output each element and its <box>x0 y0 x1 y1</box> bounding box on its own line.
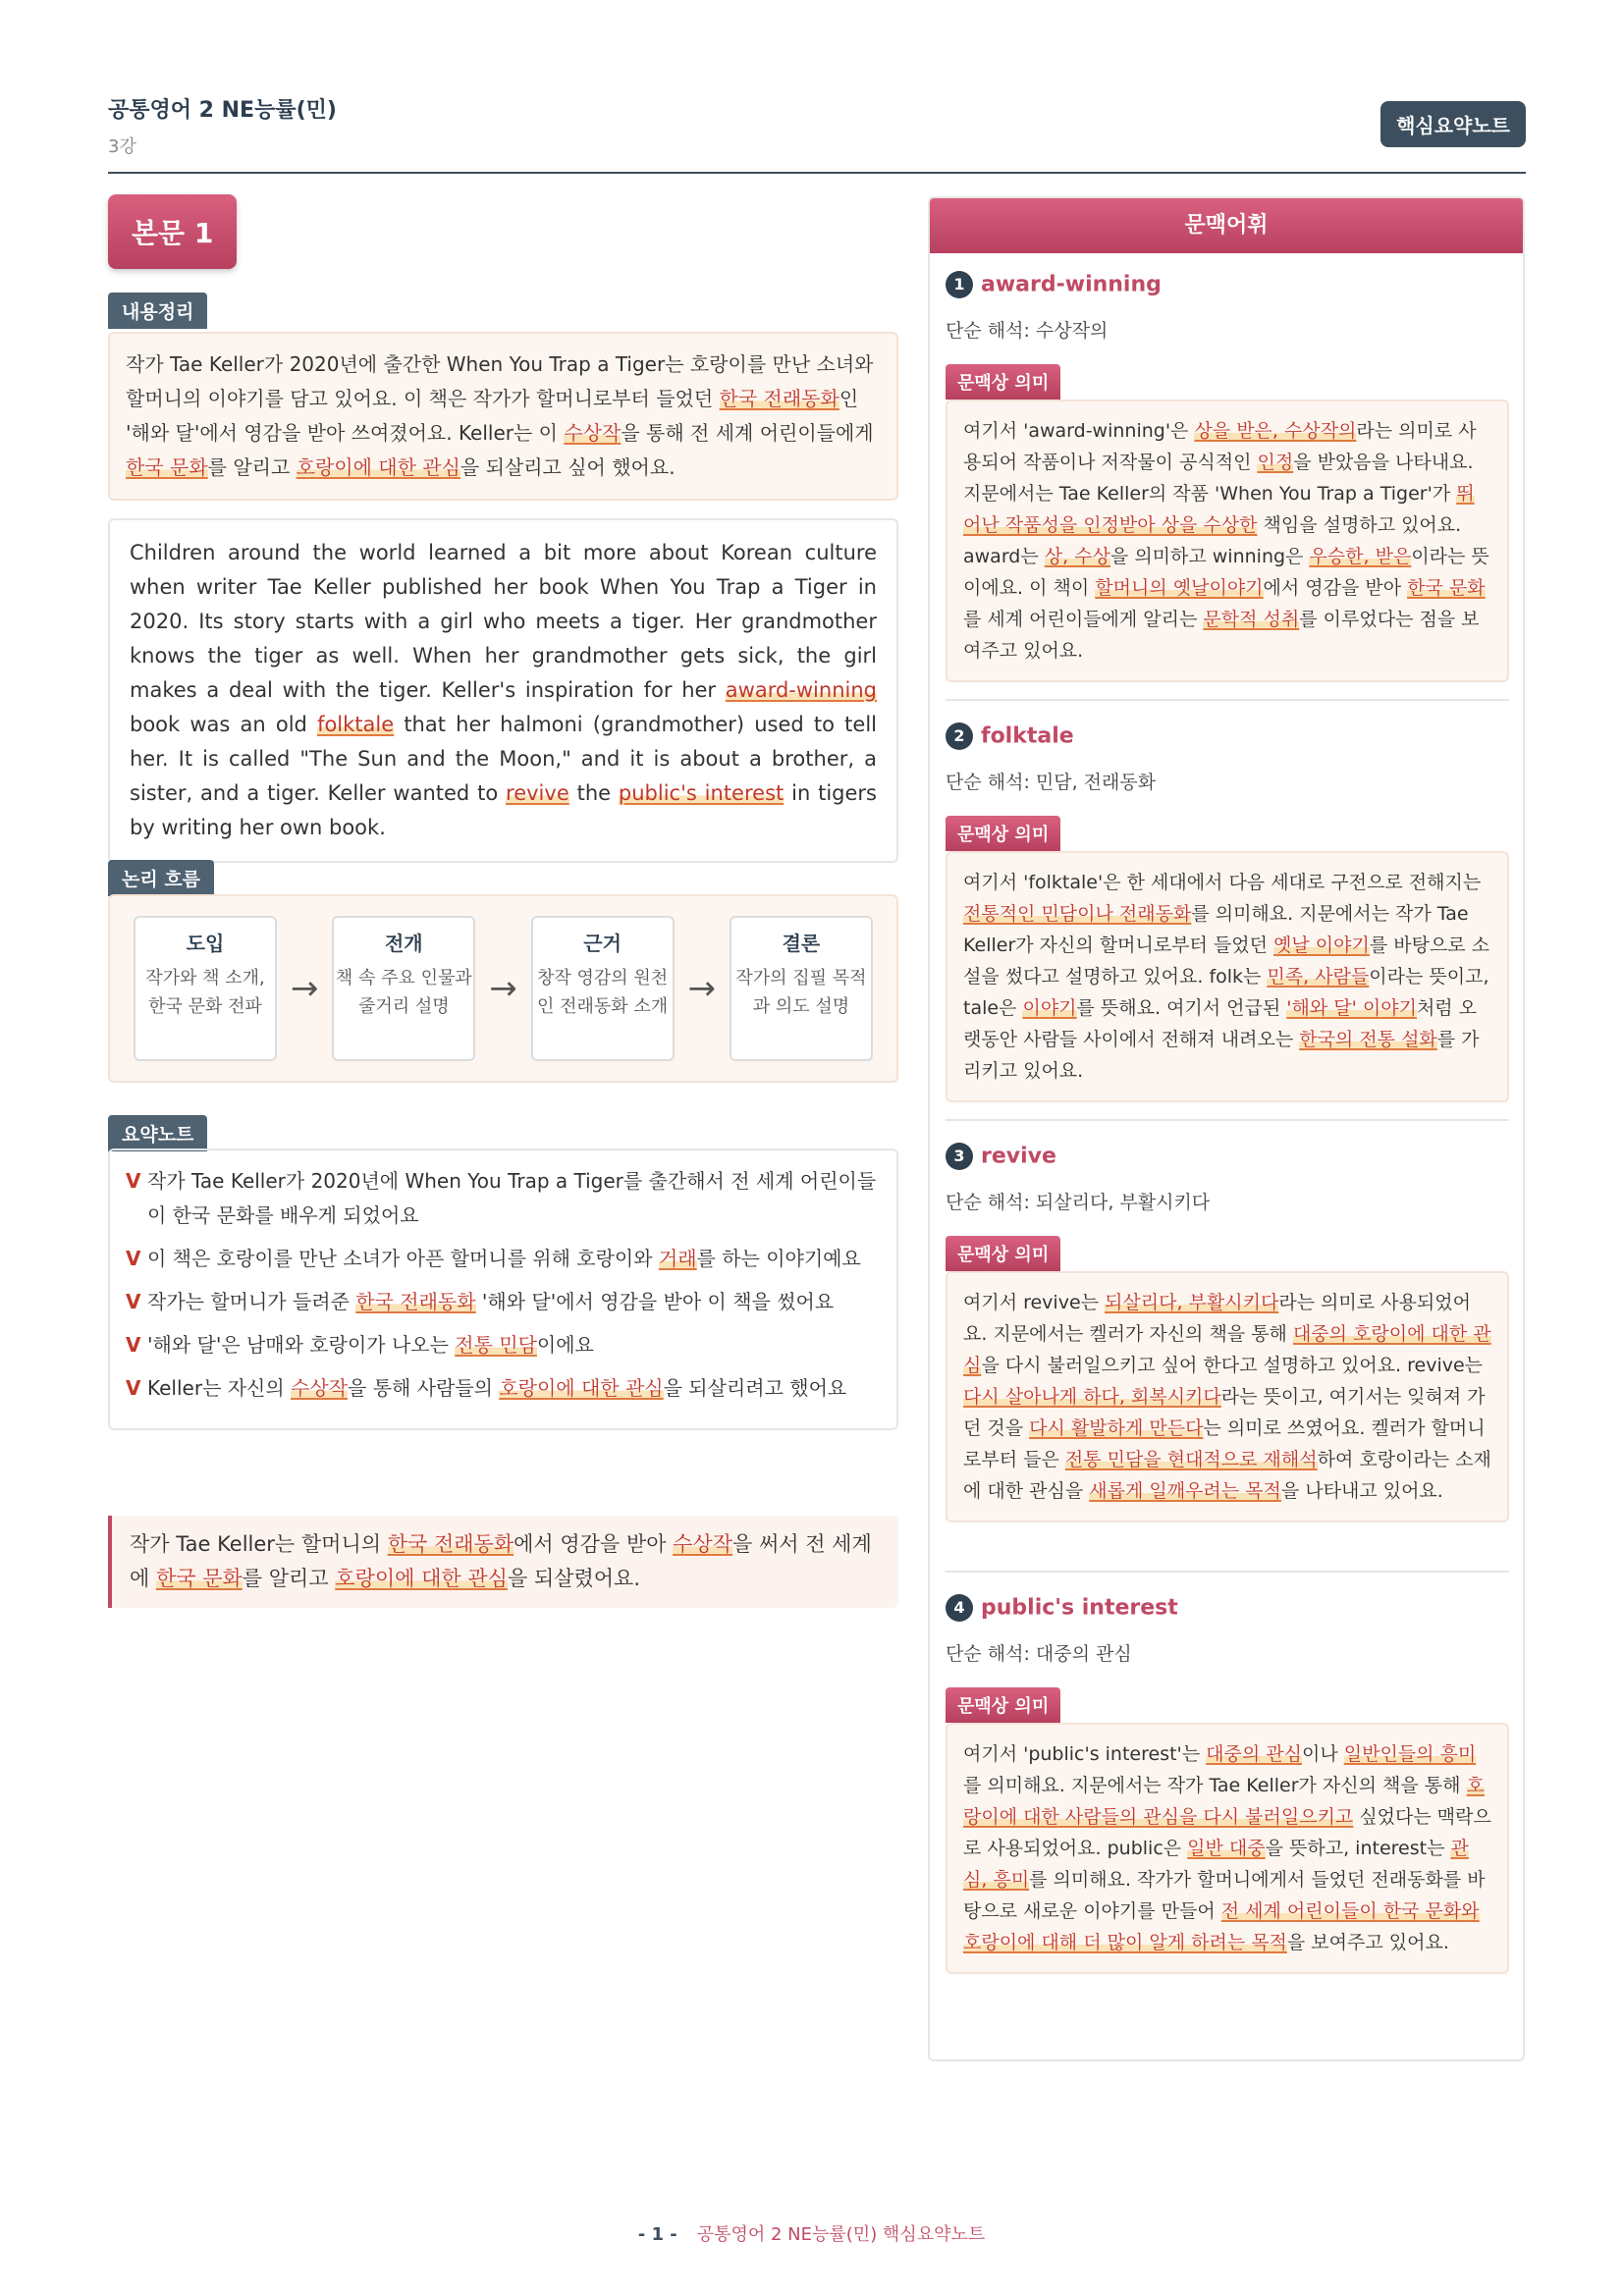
key-phrase: 인정 <box>1257 452 1294 473</box>
key-term: 호랑이에 대한 관심 <box>296 455 460 479</box>
key-term: 한국 전래동화 <box>387 1532 514 1556</box>
vocab-term: revive <box>506 781 569 805</box>
check-icon: V <box>126 1247 141 1270</box>
key-phrase: 다시 살아나게 하다, 회복시키다 <box>963 1386 1221 1408</box>
divider <box>946 699 1509 701</box>
key-phrase: 전 세계 어린이들이 한국 문화와 호랑이에 대해 더 많이 알게 하려는 목적 <box>963 1900 1480 1953</box>
lesson-number: 3강 <box>108 136 136 157</box>
key-phrase: 대중의 관심 <box>1206 1743 1302 1765</box>
note-type-badge: 핵심요약노트 <box>1380 101 1526 147</box>
key-phrase: 한국 문화 <box>1407 577 1486 599</box>
key-phrase: 옛날 이야기 <box>1273 934 1370 956</box>
check-icon: V <box>126 1333 141 1357</box>
context-meaning <box>946 1271 1509 1522</box>
context-text: 처럼 오랫동안 사람들 사이에서 전해져 내려오는 <box>963 997 1478 1050</box>
conclusion-box: 작가 Tae Keller는 할머니의 한국 전래동화에서 영감을 받아 수상작을 써서 전 세계에 한국 문화를 알리고 호랑이에 대한 관심을 되살렸어요. <box>108 1516 898 1608</box>
key-phrase: 대중의 호랑이에 대한 관심 <box>963 1323 1491 1376</box>
check-icon: V <box>126 1169 141 1193</box>
logic-flow <box>108 894 898 1083</box>
number-badge: 2 <box>946 722 973 750</box>
context-text: 라는 의미로 사용되어 작품이나 저작물이 공식적인 <box>963 420 1477 473</box>
key-phrase: 되살리다, 부활시키다 <box>1105 1292 1279 1313</box>
context-text: 를 바탕으로 소설을 썼다고 설명하고 있어요. folk는 <box>963 934 1490 988</box>
key-term: 호랑이에 대한 관심 <box>335 1567 508 1590</box>
key-term: 수상작 <box>291 1376 349 1400</box>
key-term: 수상작 <box>673 1532 733 1556</box>
context-text: 여기서 'award-winning'은 <box>963 420 1195 442</box>
flow-step-development: 전개 책 속 주요 인물과 줄거리 설명 <box>332 916 475 1061</box>
simple-meaning: 단순 해석: 되살리다, 부활시키다 <box>946 1192 1211 1213</box>
context-text: 을 보여주고 있어요. <box>1286 1932 1449 1953</box>
number-badge: 3 <box>946 1143 973 1170</box>
key-term: 한국 전래동화 <box>719 387 839 410</box>
list-item: V 이 책은 호랑이를 만난 소녀가 아픈 할머니를 위해 호랑이와 거래를 하는 이야기예요 <box>126 1242 881 1276</box>
context-text: 를 세계 어린이들에게 알리는 <box>963 609 1204 630</box>
key-phrase: 전통 민담을 현대적으로 재해석 <box>1064 1449 1318 1470</box>
list-item: V 작가 Tae Keller가 2020년에 When You Trap a Tiger를 출간해서 전 세계 어린이들이 한국 문화를 배우게 되었어요 <box>126 1164 881 1233</box>
context-text: 에서 영감을 받아 <box>1263 577 1408 599</box>
context-text: 를 가리키고 있어요. <box>963 1029 1480 1082</box>
number-badge: 4 <box>946 1594 973 1622</box>
context-text: 을 나타내고 있어요. <box>1280 1480 1443 1502</box>
summary-label: 내용정리 <box>108 293 207 329</box>
flow-step-intro: 도입 작가와 책 소개, 한국 문화 전파 <box>134 916 277 1061</box>
list-item: V '해와 달'은 남매와 호랑이가 나오는 전통 민담이에요 <box>126 1328 881 1362</box>
simple-meaning: 단순 해석: 수상작의 <box>946 320 1109 342</box>
context-text: 을 뜻하고, interest는 <box>1265 1838 1451 1859</box>
key-phrase: 상, 수상 <box>1044 546 1110 567</box>
key-term: 한국 문화 <box>126 455 208 479</box>
key-term: 한국 문화 <box>155 1567 243 1590</box>
context-text: 을 의미하고 winning은 <box>1109 546 1310 567</box>
flow-step-conclusion: 결론 작가의 집필 목적과 의도 설명 <box>730 916 873 1061</box>
summary-notes <box>108 1148 898 1430</box>
section-title: 본문 1 <box>108 194 237 269</box>
vocab-panel-title: 문맥어휘 <box>930 198 1523 253</box>
context-text: 을 다시 불러일으키고 싶어 한다고 설명하고 있어요. revive는 <box>981 1355 1484 1376</box>
context-text: 싶었다는 맥락으로 사용되었어요. public은 <box>963 1806 1491 1859</box>
key-phrase: '해와 달' 이야기 <box>1286 997 1417 1019</box>
vocab-entry <box>946 1143 1509 1522</box>
vocab-entry <box>946 1594 1509 1974</box>
key-term: 전통 민담 <box>455 1333 537 1357</box>
vocab-word: award-winning <box>981 272 1162 297</box>
vocab-term: folktale <box>317 713 395 736</box>
key-phrase: 할머니의 옛날이야기 <box>1095 577 1264 599</box>
summary-notes-label: 요약노트 <box>108 1115 207 1151</box>
vocab-entry <box>946 722 1509 1102</box>
context-label: 문맥상 의미 <box>946 816 1060 851</box>
page-footer <box>0 2220 1623 2246</box>
context-text: 여기서 'public's interest'는 <box>963 1743 1207 1765</box>
key-phrase: 전통적인 민담이나 전래동화 <box>963 903 1192 925</box>
flow-step-evidence: 근거 창작 영감의 원천인 전래동화 소개 <box>531 916 675 1061</box>
context-meaning <box>946 851 1509 1102</box>
context-text: 를 의미해요. 작가가 할머니에게서 들었던 전래동화를 바탕으로 새로운 이야기를 만들어 <box>963 1869 1486 1922</box>
main-column <box>108 194 898 1590</box>
context-label: 문맥상 의미 <box>946 364 1060 400</box>
context-meaning <box>946 400 1509 682</box>
context-label: 문맥상 의미 <box>946 1687 1060 1723</box>
number-badge: 1 <box>946 271 973 298</box>
simple-meaning: 단순 해석: 민담, 전래동화 <box>946 772 1157 793</box>
page-number: - 1 - <box>637 2224 677 2245</box>
key-phrase: 관심, 흥미 <box>963 1838 1469 1891</box>
key-phrase: 민족, 사람들 <box>1267 966 1370 988</box>
vocab-term: public's interest <box>618 781 784 805</box>
arrow-right-icon: → <box>687 969 717 1008</box>
context-text: 을 받았음을 나타내요. 지문에서는 Tae Keller의 작품 'When You Trap a Tiger'가 <box>963 452 1474 505</box>
arrow-right-icon: → <box>489 969 517 1008</box>
logic-flow-label: 논리 흐름 <box>108 860 214 896</box>
vocab-entry <box>946 271 1509 682</box>
check-icon: V <box>126 1290 141 1313</box>
divider <box>946 1119 1509 1121</box>
context-text: 는 의미로 쓰였어요. 켈러가 할머니로부터 들은 <box>963 1417 1486 1470</box>
list-item: V 작가는 할머니가 들려준 한국 전래동화 '해와 달'에서 영감을 받아 이 책을 썼어요 <box>126 1285 881 1319</box>
vocab-word: folktale <box>981 723 1074 749</box>
footer-title: 공통영어 2 NE능률(민) 핵심요약노트 <box>696 2224 986 2245</box>
context-text: 하여 호랑이라는 소재에 대한 관심을 <box>963 1449 1491 1502</box>
key-term: 수상작 <box>564 421 622 445</box>
key-term: 거래 <box>658 1247 697 1270</box>
context-text: 라는 뜻이고, 여기서는 잊혀져 가던 것을 <box>963 1386 1486 1439</box>
context-text: 를 이루었다는 점을 보여주고 있어요. <box>963 609 1480 662</box>
check-icon: V <box>126 1376 141 1400</box>
simple-meaning: 단순 해석: 대중의 관심 <box>946 1643 1132 1665</box>
context-text: 책임을 설명하고 있어요. award는 <box>963 514 1462 567</box>
content-summary: 작가 Tae Keller가 2020년에 출간한 When You Trap a Tiger는 호랑이를 만난 소녀와 할머니의 이야기를 담고 있어요. 이 책은 작가가 할머니로부터 들었던 한국 전래동화인 '해와 달'에서 영감을 받아 쓰여졌어요. Keller는 이 수상작을 통해 전 세계 어린이들에게 한국 문화를 알리고 호랑이에 대한 관심을 되살리고 싶어 했어요. <box>108 332 898 501</box>
key-term: 호랑이에 대한 관심 <box>499 1376 664 1400</box>
key-phrase: 일반인들의 흥미 <box>1343 1743 1477 1765</box>
page-header <box>108 93 1526 174</box>
context-text: 이나 <box>1301 1743 1344 1765</box>
context-text: 를 의미해요. 지문에서는 작가 Tae Keller가 자신의 할머니로부터 들었던 <box>963 903 1469 956</box>
english-passage: Children around the world learned a bit more about Korean culture when writer Tae Keller published her book When You Trap a Tiger in 2020. Its story starts with a girl who meets a tiger. Her grandmother knows the tiger as well. When her grandmother gets sick, the girl makes a deal with the tiger. Keller's inspiration for her award-winning book was an old folktale that her halmoni (grandmother) used to tell her. It is called "The Sun and the Moon," and it is about a brother, a sister, and a tiger. Keller wanted to revive the public's interest in tigers by writing her own book. <box>108 518 898 863</box>
context-text: 를 뜻해요. 여기서 언급된 <box>1076 997 1287 1019</box>
key-phrase: 문학적 성취 <box>1203 609 1300 630</box>
context-text: 라는 의미로 사용되었어요. 지문에서는 켈러가 자신의 책을 통해 <box>963 1292 1471 1345</box>
arrow-right-icon: → <box>290 969 319 1008</box>
vocab-word: revive <box>981 1144 1056 1169</box>
key-phrase: 일반 대중 <box>1187 1838 1266 1859</box>
key-phrase: 뛰어난 작품성을 인정받아 상을 수상한 <box>963 483 1475 536</box>
list-item: V Keller는 자신의 수상작을 통해 사람들의 호랑이에 대한 관심을 되살리려고 했어요 <box>126 1371 881 1406</box>
context-text: 여기서 'folktale'은 한 세대에서 다음 세대로 구전으로 전해지는 <box>963 872 1482 893</box>
divider <box>946 1571 1509 1573</box>
context-text: 이라는 뜻이에요. 이 책이 <box>963 546 1489 599</box>
key-phrase: 이야기 <box>1022 997 1077 1019</box>
vocab-term: award-winning <box>725 678 877 702</box>
key-phrase: 호랑이에 대한 사람들의 관심을 다시 불러일으키고 <box>963 1775 1485 1828</box>
key-phrase: 상을 받은, 수상작의 <box>1194 420 1357 442</box>
vocab-word: public's interest <box>981 1595 1178 1621</box>
key-phrase: 한국의 전통 설화 <box>1299 1029 1437 1050</box>
key-phrase: 우승한, 받은 <box>1309 546 1412 567</box>
context-text: 를 의미해요. 지문에서는 작가 Tae Keller가 자신의 책을 통해 <box>963 1775 1467 1796</box>
book-title: 공통영어 2 NE능률(민) <box>108 98 337 123</box>
context-meaning <box>946 1723 1509 1974</box>
key-term: 한국 전래동화 <box>355 1290 476 1313</box>
context-label: 문맥상 의미 <box>946 1236 1060 1271</box>
context-text: 여기서 revive는 <box>963 1292 1106 1313</box>
key-phrase: 새롭게 일깨우려는 목적 <box>1089 1480 1281 1502</box>
context-text: 이라는 뜻이고, tale은 <box>963 966 1489 1019</box>
key-phrase: 다시 활발하게 만든다 <box>1029 1417 1204 1439</box>
vocab-panel <box>928 196 1525 2061</box>
